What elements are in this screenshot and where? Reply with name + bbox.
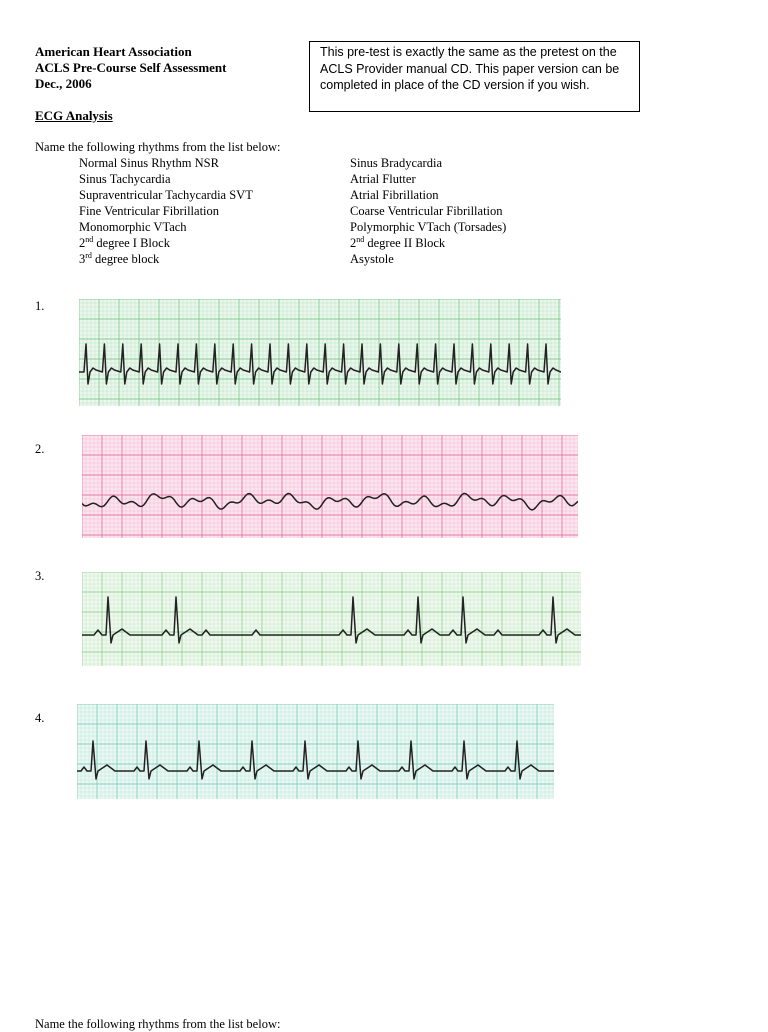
rhythm-left-item: Sinus Tachycardia	[79, 172, 171, 186]
rhythm-list-right	[350, 155, 506, 267]
header-date: Dec., 2006	[35, 76, 92, 91]
header-organization: American Heart Association	[35, 44, 192, 59]
instructions: Name the following rhythms from the list below:	[35, 140, 281, 154]
header-course: ACLS Pre-Course Self Assessment	[35, 60, 227, 75]
rhythm-list-left	[79, 155, 253, 267]
rhythm-left-item: Fine Ventricular Fibrillation	[79, 204, 220, 218]
rhythm-right-item: 2nd degree II Block	[350, 234, 446, 250]
pretest-note-box: This pre-test is exactly the same as the pretest on the ACLS Provider manual CD. This paper version can be completed in place of the CD version if you wish.	[309, 41, 640, 112]
rhythm-right-item: Sinus Bradycardia	[350, 156, 442, 170]
rhythm-left-item: 3rd degree block	[79, 250, 160, 266]
question-number-1: 1.	[35, 299, 45, 313]
ecg-strip-3	[82, 572, 581, 666]
next-section-instructions: Name the following rhythms from the list below:	[35, 1017, 281, 1031]
ecg-strip-2	[82, 435, 578, 538]
rhythm-right-item: Asystole	[350, 252, 394, 266]
question-number-3: 3.	[35, 569, 45, 583]
rhythm-left-item: Normal Sinus Rhythm NSR	[79, 156, 219, 170]
document-header	[35, 44, 227, 92]
question-number-2: 2.	[35, 442, 45, 456]
ecg-strip-4	[77, 704, 554, 799]
rhythm-right-item: Polymorphic VTach (Torsades)	[350, 220, 507, 234]
rhythm-right-item: Coarse Ventricular Fibrillation	[350, 204, 503, 218]
rhythm-left-item: Monomorphic VTach	[79, 220, 187, 234]
ecg-strip-1	[79, 299, 561, 406]
question-number-4: 4.	[35, 711, 45, 725]
rhythm-right-item: Atrial Flutter	[350, 172, 416, 186]
section-title: ECG Analysis	[35, 108, 113, 123]
rhythm-right-item: Atrial Fibrillation	[350, 188, 439, 202]
rhythm-left-item: Supraventricular Tachycardia SVT	[79, 188, 253, 202]
rhythm-left-item: 2nd degree I Block	[79, 234, 170, 250]
